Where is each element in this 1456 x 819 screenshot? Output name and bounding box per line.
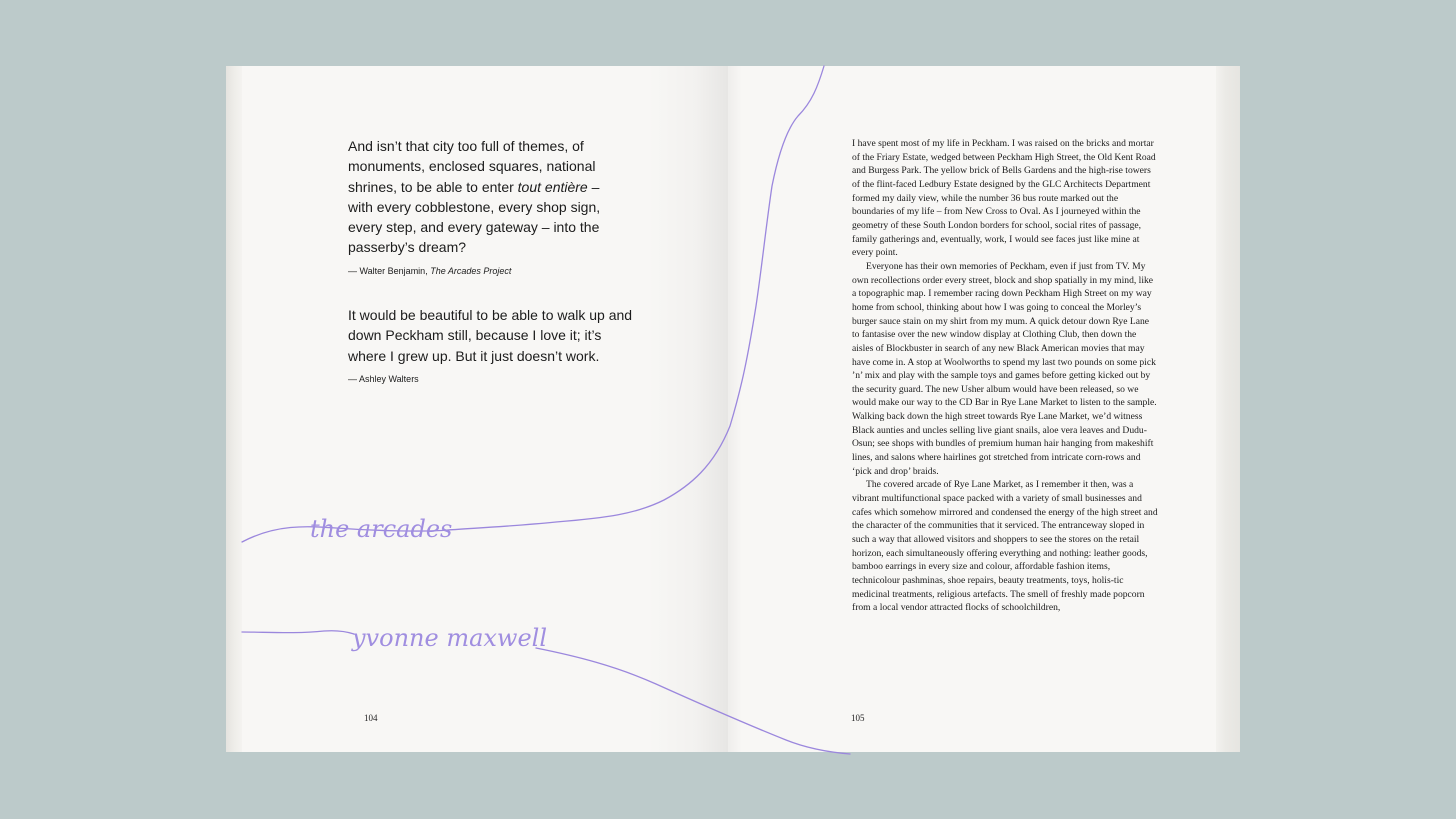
quote-text-part: And isn’t that city too full of themes, of monuments, enclosed squares, national shrines, to be able to enter bbox=[348, 138, 596, 195]
quote-italic-phrase: tout entière bbox=[517, 178, 588, 195]
page-number-right: 105 bbox=[851, 713, 865, 723]
essay-paragraph: The covered arcade of Rye Lane Market, as I remember it then, was a vibrant multifunctional space packed with a variety of small businesses and cafes which somehow mirrored and condensed the energy of the high street and the character of the communities that it serviced. The entranceway sloped in such a way that allowed visitors and shoppers to see the stores on the retail horizon, each simultaneously offering everything and nothing: leather goods, bamboo earrings in every size and colour, affordable fashion items, technicolour pashminas, shoe repairs, beauty treatments, toys, holis-tic medicinal treatments, religious artefacts. The smell of freshly made popcorn from a local vendor attracted flocks of schoolchildren, bbox=[852, 479, 1158, 614]
right-page-edge bbox=[1216, 66, 1240, 752]
walters-quote-text: It would be beautiful to be able to walk up and down Peckham still, because I love it; it’s where I grew up. But it just doesn’t work. bbox=[348, 307, 633, 364]
book-spread bbox=[226, 66, 1240, 752]
walters-attribution: — Ashley Walters bbox=[348, 373, 419, 384]
attribution-source: The Arcades Project bbox=[430, 265, 512, 276]
handwritten-author: yvonne maxwell bbox=[352, 624, 548, 652]
left-page-edge bbox=[226, 66, 242, 752]
benjamin-quote bbox=[348, 136, 608, 277]
right-page bbox=[728, 66, 1216, 752]
essay-paragraph: Everyone has their own memories of Peckham, even if just from TV. My own recollections order every street, block and shop spatially in my mind, like a topographic map. I remember racing down Peckham High Street on my way home from school, thinking about how I was going to conceal the Morley’s burger sauce stain on my shirt from my mum. A quick detour down Rye Lane to fantasise over the new window display at Clothing Club, then down the aisles of Blockbuster in search of any new Black American movies that may have come in. A stop at Woolworths to spend my last two pounds on some pick ’n’ mix and play with the sample toys and games before getting kicked out by the security guard. The new Usher album would have been released, so we would make our way to the CD Bar in Rye Lane Market to listen to the sample. Walking back down the high street towards Rye Lane Market, we’d witness Black aunties and uncles selling live giant snails, aloe vera leaves and Dudu-Osun; see shops with bundles of premium human hair hanging from makeshift lines, and salons where hairlines got stretched from intricate corn-rows and ‘pick and drop’ braids. bbox=[852, 260, 1157, 477]
attribution-author: — Walter Benjamin, bbox=[348, 265, 431, 276]
benjamin-quote-text bbox=[348, 136, 608, 258]
benjamin-attribution bbox=[348, 265, 608, 277]
handwritten-title: the arcades bbox=[310, 515, 453, 543]
essay-body bbox=[852, 137, 1158, 615]
left-page bbox=[242, 66, 728, 752]
page-number-left: 104 bbox=[364, 713, 378, 723]
walters-quote bbox=[348, 305, 638, 385]
essay-paragraph: I have spent most of my life in Peckham. I was raised on the bricks and mortar of the Friary Estate, wedged between Peckham High Street, the Old Kent Road and Burgess Park. The yellow brick of Bells Gardens and the high-rise towers of the flint-faced Ledbury Estate designed by the GLC Architects Department formed my daily view, while the number 36 bus route marked out the boundaries of my life – from New Cross to Oval. As I journeyed within the geometry of these South London borders for school, social rites of passage, family gatherings and, eventually, work, I would see faces just like mine at every point. bbox=[852, 138, 1156, 259]
quote-text-part: – with every cobblestone, every shop sign, every step, and every gateway – into the passerby’s dream? bbox=[348, 178, 601, 256]
